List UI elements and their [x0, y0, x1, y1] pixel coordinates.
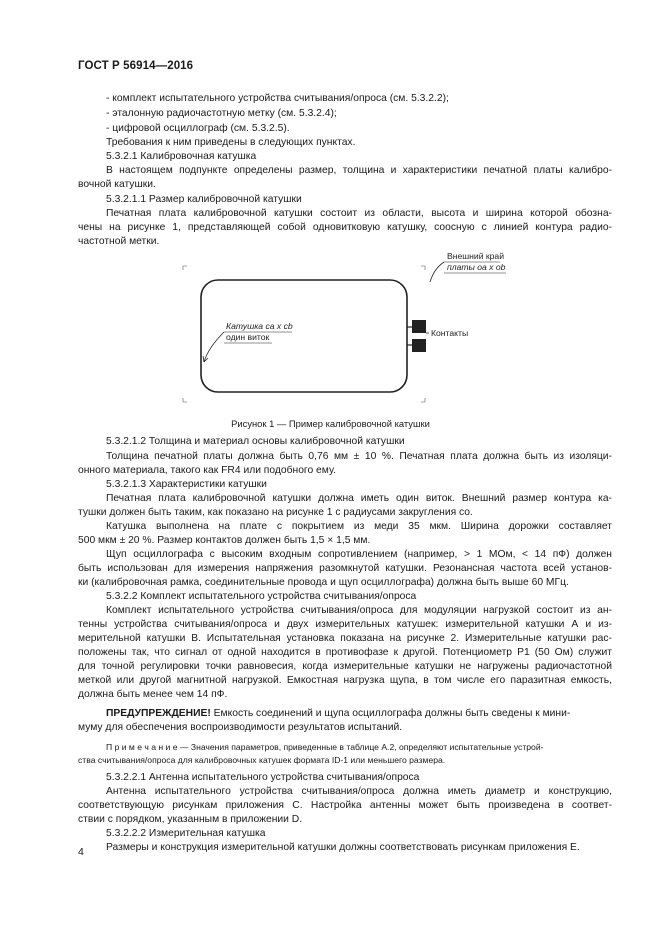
list-item: - комплект испытательного устройства считывания/опроса (см. 5.3.2.2); — [106, 93, 449, 104]
figure-label: Контакты — [431, 328, 469, 338]
paragraph-line: ки (калибровочная рамка, соединительные провода и щуп осциллографа) должна быть выше 60 МГц. — [78, 577, 569, 588]
paragraph-line: ствии с порядком, указанным в приложении D. — [78, 814, 303, 825]
paragraph-line: Печатная плата калибровочной катушки состоит из области, высота и ширина которой обозна- — [106, 208, 612, 219]
paragraph-line: частотной метки. — [78, 236, 160, 247]
figure-corner-mark — [183, 266, 187, 270]
note-text: Значения параметров, приведенные в таблице А.2, определяют испытательные устрой- — [190, 742, 544, 752]
section-heading: 5.3.2.1.3 Характеристики катушки — [106, 479, 267, 490]
outer-edge-leader — [430, 262, 444, 282]
coil-board-outline — [201, 280, 407, 392]
page-number: 4 — [78, 846, 84, 858]
figure-corner-mark — [183, 398, 187, 402]
section-heading: 5.3.2.1.2 Толщина и материал основы калибровочной катушки — [106, 436, 405, 447]
paragraph-line: для точной регулировки точки равновесия, когда измерительные катушки не нагружены радиочастотной — [78, 661, 612, 672]
list-item: - цифровой осциллограф (см. 5.3.2.5). — [106, 123, 290, 134]
section-heading: 5.3.2.1 Калибровочная катушка — [106, 151, 257, 162]
arrow-head-icon — [203, 356, 208, 362]
paragraph-line: тушки должен быть таким, как показано на рисунке 1 с радиусами закругления co. — [78, 507, 473, 518]
figure-label: платы oa x ob — [447, 262, 506, 272]
figure-label: Внешний край — [447, 251, 505, 261]
section-heading: 5.3.2.2.1 Антенна испытательного устройства считывания/опроса — [106, 772, 420, 783]
warning-line — [106, 707, 570, 720]
paragraph-line: Антенна испытательного устройства считывания/опроса должна иметь диаметр и конструкцию, — [106, 786, 612, 797]
paragraph-line: Печатная плата калибровочной катушки должна иметь один виток. Внешний размер контура ка- — [106, 493, 612, 504]
section-heading: 5.3.2.2 Комплект испытательного устройства считывания/опроса — [106, 591, 417, 602]
paragraph-line: мерительной катушки В. Испытательная установка показана на рисунке 2. Измерительные катушки рас- — [78, 633, 612, 644]
figure-label: Катушка ca x cb — [226, 321, 293, 331]
paragraph-line: Щуп осциллографа с высоким входным сопротивлением (например, > 1 МОм, < 14 пФ) должен — [106, 549, 612, 560]
paragraph-line: Требования к ним приведены в следующих пунктах. — [106, 137, 356, 148]
paragraph-line: положены так, что сигнал от одной находится в противофазе к другой. Потенциометр Р1 (50 Ом) служит — [78, 647, 612, 658]
note-line: ства считывания/опроса для калибровочных катушек формата ID-1 или меньшего размера. — [78, 755, 446, 765]
warning-line: муму для обеспечения воспроизводимости результатов испытаний. — [78, 722, 403, 733]
paragraph-line: 500 мкм ± 20 %. Размер контактов должен быть 1,5 × 1,5 мм. — [78, 535, 371, 546]
figure-caption: Рисунок 1 — Пример калибровочной катушки — [231, 418, 430, 429]
contact-pad — [412, 339, 426, 352]
paragraph-line: В настоящем подпункте определены размер, толщина и характеристики печатной платы калибро- — [106, 165, 612, 176]
paragraph-line: соответствующую рисункам приложения С. Настройка антенны может быть произведена в соответ- — [78, 800, 612, 811]
paragraph-line: чены на рисунке 1, представляющей собой одновитковую катушку, соосную с линией контура радио- — [78, 222, 612, 233]
warning-label: ПРЕДУПРЕЖДЕНИЕ! — [106, 708, 211, 719]
figure-label: один виток — [226, 332, 270, 342]
paragraph-line: вочной катушки. — [78, 179, 156, 190]
section-heading: 5.3.2.2.2 Измерительная катушка — [106, 828, 266, 839]
paragraph-line: меткой или другой магнитной нагрузкой. Емкостная нагрузка щупа, в том числе его паразитная емкость, — [78, 675, 612, 686]
list-item: - эталонную радиочастотную метку (см. 5.3.2.4); — [106, 108, 337, 119]
paragraph-line: Толщина печатной платы должна быть 0,76 мм ± 10 %. Печатная плата должна быть из изоляци- — [106, 451, 612, 462]
paragraph-line: должна быть менее чем 14 пФ. — [78, 689, 228, 700]
paragraph-line: быть использован для измерения напряжения разомкнутой катушки. Резонансная частота всей установ- — [78, 563, 612, 574]
note-label: П р и м е ч а н и е — — [106, 742, 189, 752]
paragraph-line: Катушка выполнена на плате с покрытием из меди 35 мкм. Ширина дорожки составляет — [106, 521, 612, 532]
paragraph-line: тенны устройства считывания/опроса и двух измерительных катушек: измерительной катушки А и из- — [78, 619, 612, 630]
note-line — [106, 741, 544, 753]
paragraph-line: Комплект испытательного устройства считывания/опроса для модуляции нагрузкой состоит из ан- — [106, 605, 612, 616]
section-heading: 5.3.2.1.1 Размер калибровочной катушки — [106, 194, 302, 205]
paragraph-line: онного материала, такого как FR4 или подобного ему. — [78, 465, 336, 476]
contact-pad — [412, 320, 426, 333]
paragraph-line: Размеры и конструкция измерительной катушки должны соответствовать рисункам приложения Е. — [106, 842, 580, 853]
figure-corner-mark — [421, 266, 425, 270]
figure-corner-mark — [421, 398, 425, 402]
coil-leader — [204, 332, 224, 362]
document-header: ГОСТ Р 56914—2016 — [78, 60, 194, 72]
warning-text: Емкость соединений и щупа осциллографа должны быть сведены к мини- — [213, 708, 571, 719]
